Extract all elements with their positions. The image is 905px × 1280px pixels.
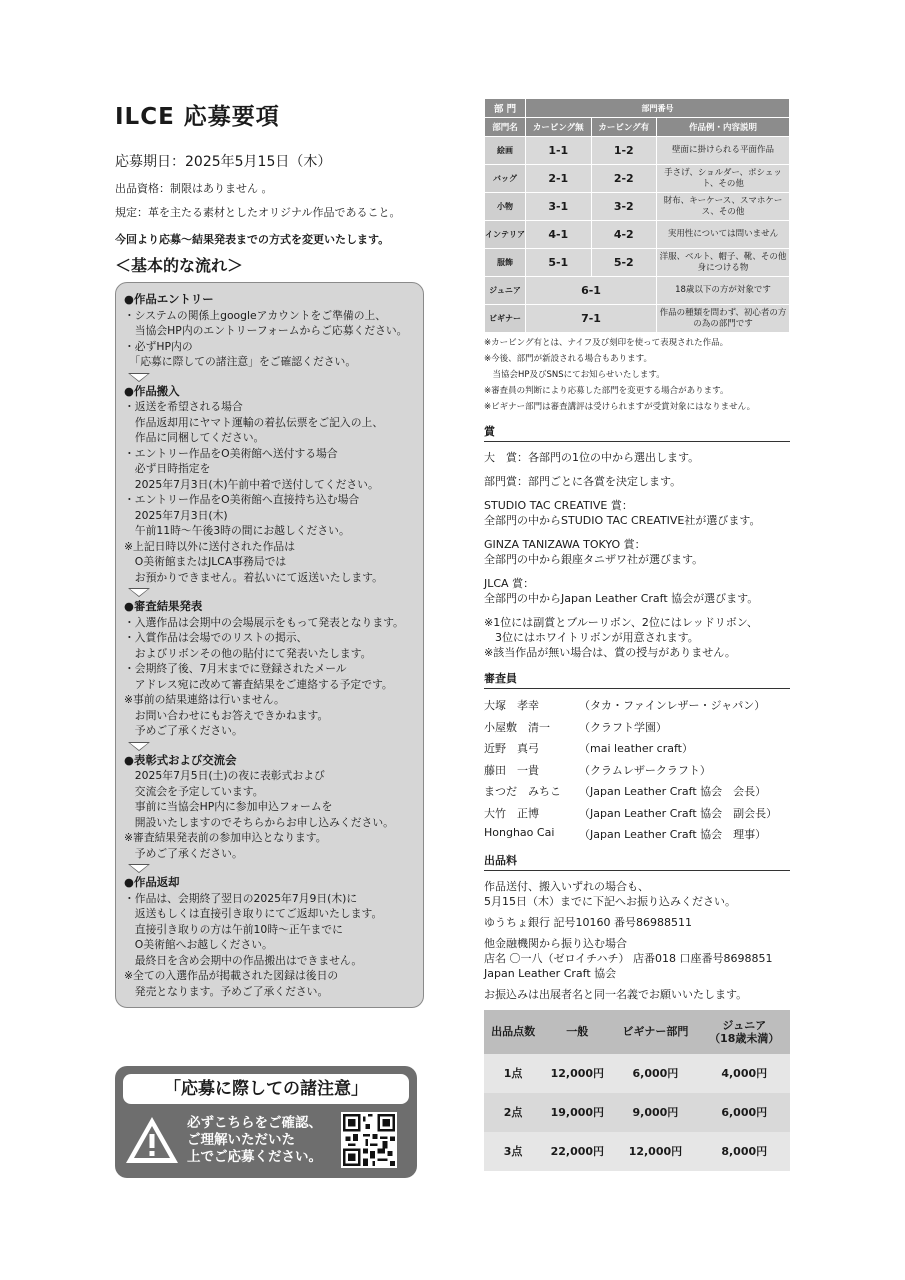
flow-line: お預かりできません。着払いにて返送いたします。 [124, 570, 383, 584]
flow-line: ・作品は、会期終了翌日の2025年7月9日(木)に [124, 891, 358, 905]
flow-line: 2025年7月5日(土)の夜に表彰式および [124, 769, 325, 782]
flow-line: ・エントリー作品をO美術館へ直接持ち込む場合 [124, 493, 360, 506]
award-line: GINZA TANIZAWA TOKYO 賞： [484, 538, 646, 551]
judge-name: 大塚 孝幸 [484, 699, 539, 712]
fee-heading: 出品料 [484, 852, 790, 871]
fee-instructions [484, 879, 790, 909]
award-item [484, 474, 790, 489]
category-note: ※カービング有とは、ナイフ及び刻印を使って表現された作品。 [484, 338, 729, 348]
category-description: 手さげ、ショルダー、ポシェット、その他 [657, 165, 790, 193]
category-name: ビギナー [485, 305, 526, 333]
award-line: 部門賞：部門ごとに各賞を決定します。 [484, 475, 682, 488]
category-code-no-carving: 2-1 [526, 165, 592, 193]
other-bank-line: 店名 〇一八（ゼロイチハチ） 店番018 口座番号8698851 [484, 951, 773, 965]
page-title: ILCE 応募要項 [115, 104, 280, 130]
category-code-no-carving: 3-1 [526, 193, 592, 221]
category-number-header: 部門番号 [526, 99, 790, 118]
fee-cell: 6,000円 [698, 1093, 790, 1132]
judge-row [484, 805, 790, 827]
award-item [484, 450, 790, 465]
flow-line: 直接引き取りの方は午前10時～正午までに [124, 922, 343, 936]
category-code-no-carving: 1-1 [526, 137, 592, 165]
notice-text-line: 必ずこちらをご確認、 [187, 1114, 322, 1131]
judges-heading: 審査員 [484, 670, 790, 689]
flow-section-title: ●作品返却 [124, 875, 180, 889]
award-item [484, 615, 790, 660]
judge-name: 大竹 正博 [484, 806, 539, 820]
flow-line: 事前に当協会HP内に参加申込フォームを [124, 800, 333, 813]
category-code: 7-1 [526, 305, 657, 333]
table-row [485, 165, 790, 193]
deadline: 応募期日：2025年5月15日（木） [115, 154, 332, 170]
judge-row [484, 697, 790, 719]
right-column [484, 98, 790, 1171]
award-line: ※1位には副賞とブルーリボン、2位にはレッドリボン、 [484, 616, 758, 629]
category-code: 6-1 [526, 277, 657, 305]
fee-column-header [542, 1010, 612, 1054]
flow-line: ※事前の結果連絡は行いません。 [124, 693, 285, 706]
fee-header-line: 出品点数 [491, 1025, 536, 1038]
flow-line: 作品返却用にヤマト運輸の着払伝票をご記入の上、 [124, 415, 384, 429]
award-item [484, 537, 790, 567]
eligibility: 出品資格：制限はありません 。 [115, 182, 273, 195]
flow-line: ・必ずHP内の [124, 339, 193, 353]
category-code-carving: 3-2 [591, 193, 657, 221]
fee-cell: 1点 [484, 1054, 542, 1093]
judges-list [484, 697, 790, 848]
notice-title: 「応募に際しての諸注意」 [123, 1074, 409, 1104]
judge-row [484, 826, 790, 848]
qr-code[interactable] [341, 1112, 397, 1168]
fee-cell: 12,000円 [542, 1054, 612, 1093]
flow-line: 開設いたしますのでそちらからお申し込みください。 [124, 815, 394, 829]
flow-line: ※全ての入選作品が掲載された図録は後日の [124, 969, 339, 982]
category-name: ジュニア [485, 277, 526, 305]
fee-cell: 3点 [484, 1132, 542, 1171]
left-column [115, 98, 425, 1008]
flow-line: 午前11時～午後3時の間にお越しください。 [124, 524, 350, 537]
category-name: 絵画 [485, 137, 526, 165]
judge-row [484, 783, 790, 805]
column-header: カービング無 [526, 118, 592, 137]
judge-affiliation: （Japan Leather Craft 協会 会長） [579, 785, 767, 798]
table-row [484, 1132, 790, 1171]
fee-header-line: （18歳未満） [709, 1031, 780, 1045]
judge-row [484, 762, 790, 784]
flow-line: アドレス宛に改めて審査結果をご連絡する予定です。 [124, 677, 393, 691]
category-note: ※今後、部門が新設される場合もあります。 [484, 354, 652, 364]
category-name: バッグ [485, 165, 526, 193]
award-line: 全部門の中からJapan Leather Craft 協会が選びます。 [484, 592, 759, 605]
award-item [484, 498, 790, 528]
warning-icon [123, 1114, 181, 1166]
fee-cell: 9,000円 [612, 1093, 698, 1132]
flow-line: 最終日を含め会期中の作品搬出はできません。 [124, 953, 363, 967]
award-line: 全部門の中から銀座タニザワ社が選びます。 [484, 553, 704, 566]
fee-cell: 6,000円 [612, 1054, 698, 1093]
category-header: 部 門 [485, 99, 526, 118]
table-row [485, 305, 790, 333]
fee-cell: 12,000円 [612, 1132, 698, 1171]
table-row [484, 1093, 790, 1132]
category-code-carving: 4-2 [591, 221, 657, 249]
judge-affiliation: （mai leather craft） [579, 742, 693, 755]
down-arrow-icon [128, 864, 150, 873]
flow-line: ※審査結果発表前の参加申込となります。 [124, 831, 327, 844]
flow-line: 作品に同梱してください。 [124, 431, 265, 444]
fee-header-line: ビギナー部門 [622, 1025, 689, 1038]
category-code-carving: 2-2 [591, 165, 657, 193]
flow-line: 発売となります。予めご了承ください。 [124, 984, 329, 998]
rule: 規定：革を主たる素材としたオリジナル作品であること。 [115, 206, 401, 219]
judge-affiliation: （クラフト学園） [579, 720, 667, 734]
award-line: 全部門の中からSTUDIO TAC CREATIVE社が選びます。 [484, 514, 761, 527]
judge-row [484, 740, 790, 762]
fee-line: 作品送付、搬入いずれの場合も、 [484, 879, 649, 893]
flow-line: ・入賞作品は会場でのリストの掲示、 [124, 631, 308, 644]
other-bank-line: Japan Leather Craft 協会 [484, 966, 617, 980]
flow-line: 返送もしくは直接引き取りにてご返却いたします。 [124, 907, 383, 920]
judge-name: 小屋敷 清一 [484, 720, 550, 734]
flow-line: O美術館へお越しください。 [124, 938, 273, 951]
column-header: カービング有 [591, 118, 657, 137]
other-bank-info [484, 936, 790, 981]
category-description: 洋服、ベルト、帽子、靴、その他身につける物 [657, 249, 790, 277]
down-arrow-icon [128, 588, 150, 597]
notice-text-line: ご理解いただいた [187, 1131, 295, 1148]
category-name: 服飾 [485, 249, 526, 277]
table-row [485, 249, 790, 277]
category-description: 作品の種類を問わず、初心者の方の為の部門です [657, 305, 790, 333]
down-arrow-icon [128, 373, 150, 382]
flow-line: ・入選作品は会期中の会場展示をもって発表となります。 [124, 615, 404, 629]
judge-affiliation: （Japan Leather Craft 協会 理事） [579, 828, 767, 841]
flow-section-title: ●審査結果発表 [124, 599, 203, 613]
judge-affiliation: （Japan Leather Craft 協会 副会長） [579, 806, 778, 820]
table-row [485, 193, 790, 221]
judge-name: まつだ みちこ [484, 785, 561, 798]
bank-account: ゆうちょ銀行 記号10160 番号86988511 [484, 915, 692, 929]
category-description: 財布、キーケース、スマホケース、その他 [657, 193, 790, 221]
flow-section-title: ●作品エントリー [124, 292, 214, 306]
fee-cell: 8,000円 [698, 1132, 790, 1171]
category-code-carving: 5-2 [591, 249, 657, 277]
column-header: 部門名 [485, 118, 526, 137]
fee-line: 5月15日（木）までに下記へお振り込みください。 [484, 894, 736, 908]
awards-heading: 賞 [484, 423, 790, 442]
change-notice: 今回より応募～結果発表までの方式を変更いたします。 [115, 233, 390, 246]
notice-link-box[interactable] [115, 1066, 417, 1178]
flow-line: ・エントリー作品をO美術館へ送付する場合 [124, 446, 338, 460]
fee-cell: 2点 [484, 1093, 542, 1132]
flow-line: ※上記日時以外に送付された作品は [124, 539, 295, 553]
flow-box [115, 282, 424, 1008]
flow-line: 2025年7月3日(木) [124, 508, 228, 522]
flow-line: お問い合わせにもお答えできかねます。 [124, 708, 329, 722]
fee-column-header [698, 1010, 790, 1054]
flow-heading: ＜基本的な流れ＞ [115, 256, 244, 275]
flow-line: 「応募に際しての諸注意」をご確認ください。 [124, 355, 357, 368]
judge-affiliation: （クラムレザークラフト） [579, 763, 711, 777]
category-code-no-carving: 4-1 [526, 221, 592, 249]
category-table [484, 98, 790, 333]
fee-table [484, 1010, 790, 1171]
judge-name: Honghao Cai [484, 826, 555, 839]
table-row [484, 1054, 790, 1093]
fee-header-line: 一般 [566, 1025, 589, 1038]
fee-cell: 4,000円 [698, 1054, 790, 1093]
category-name: 小物 [485, 193, 526, 221]
fee-header-line: ジュニア [722, 1018, 767, 1032]
name-note: お振込みは出展者名と同一名義でお願いいたします。 [484, 987, 748, 1001]
judge-affiliation: （タカ・ファインレザー・ジャパン） [579, 699, 766, 712]
award-line: ※該当作品が無い場合は、賞の授与がありません。 [484, 646, 736, 659]
award-line: STUDIO TAC CREATIVE 賞： [484, 499, 633, 512]
category-name: インテリア [485, 221, 526, 249]
judge-row [484, 719, 790, 741]
award-item [484, 576, 790, 606]
flow-line: 予めご了承ください。 [124, 846, 243, 860]
category-note: ※ビギナー部門は審査講評は受けられますが受賞対象にはなりません。 [484, 402, 756, 412]
flow-line: 必ず日時指定を [124, 462, 211, 475]
flow-line: 予めご了承ください。 [124, 724, 243, 737]
table-row [485, 277, 790, 305]
award-line: 大 賞：各部門の1位の中から選出します。 [484, 451, 700, 464]
notice-text [187, 1115, 337, 1166]
flow-line: ・返送を希望される場合 [124, 400, 243, 413]
category-description: 18歳以下の方が対象です [657, 277, 790, 305]
award-line: JLCA 賞： [484, 577, 535, 590]
other-bank-line: 他金融機関から振り込む場合 [484, 936, 627, 950]
category-code-no-carving: 5-1 [526, 249, 592, 277]
fee-cell: 22,000円 [542, 1132, 612, 1171]
category-description: 壁面に掛けられる平面作品 [657, 137, 790, 165]
fee-column-header [484, 1010, 542, 1054]
category-code-carving: 1-2 [591, 137, 657, 165]
flow-line: O美術館またはJLCA事務局では [124, 555, 287, 568]
flow-line: 2025年7月3日(木)午前中着で送付してください。 [124, 477, 379, 491]
notice-text-line: 上でご応募ください。 [187, 1148, 322, 1165]
flow-section-title: ●作品搬入 [124, 383, 180, 398]
category-notes [484, 337, 790, 413]
award-line: 3位にはホワイトリボンが用意されます。 [484, 631, 699, 644]
table-row [485, 221, 790, 249]
column-header: 作品例・内容説明 [657, 118, 790, 137]
category-note: 当協会HP及びSNSにてお知らせいたします。 [484, 370, 665, 380]
flow-line: 当協会HP内のエントリーフォームからご応募ください。 [124, 324, 408, 337]
category-description: 実用性については問いません [657, 221, 790, 249]
fee-column-header [612, 1010, 698, 1054]
flow-line: ・システムの関係上googleアカウントをご準備の上、 [124, 308, 387, 322]
flow-line: ・会期終了後、7月末までに登録されたメール [124, 662, 347, 675]
flow-line: およびリボンその他の貼付にて発表いたします。 [124, 646, 372, 660]
judge-name: 近野 真弓 [484, 742, 539, 755]
fee-cell: 19,000円 [542, 1093, 612, 1132]
judge-name: 藤田 一貴 [484, 763, 539, 777]
flow-section-title: ●表彰式および交流会 [124, 752, 237, 767]
table-row [485, 137, 790, 165]
down-arrow-icon [128, 742, 150, 751]
category-note: ※審査員の判断により応募した部門を変更する場合があります。 [484, 386, 729, 396]
flow-line: 交流会を予定しています。 [124, 784, 264, 798]
awards-list [484, 450, 790, 660]
